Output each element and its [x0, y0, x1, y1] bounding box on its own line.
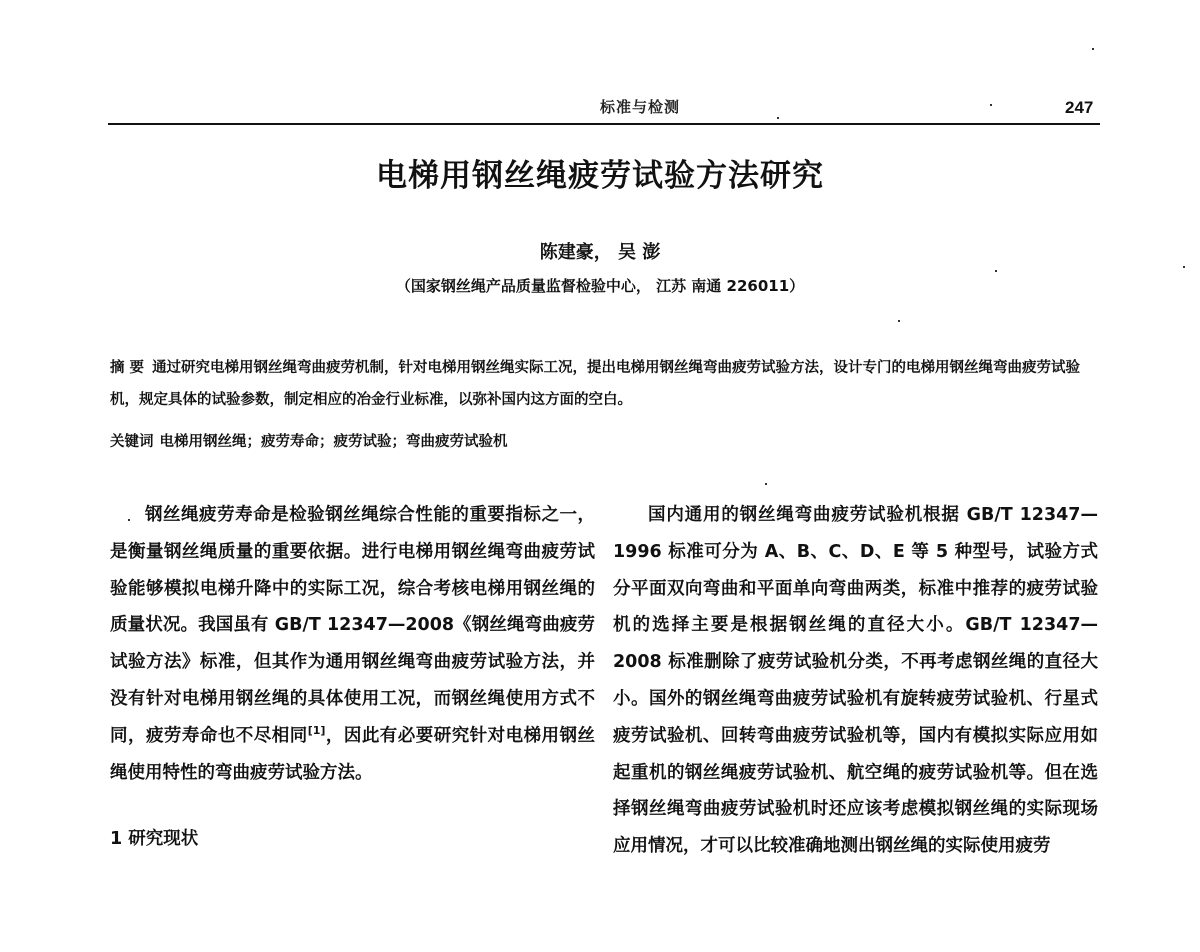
keywords — [110, 430, 1100, 451]
paper-title: 电梯用钢丝绳疲劳试验方法研究 — [376, 158, 824, 194]
section-heading: 1 研究现状 — [110, 829, 199, 849]
scan-speck — [995, 270, 997, 272]
intro-text-post-ref: ，因此有必要研究针对电梯用钢丝绳使用特性的弯曲疲劳试验方法。 — [110, 725, 596, 783]
page-number: 247 — [1065, 98, 1094, 117]
keywords-text: 电梯用钢丝绳；疲劳寿命；疲劳试验；弯曲疲劳试验机 — [159, 434, 508, 450]
intro-paragraph — [110, 497, 595, 791]
scan-speck — [1092, 48, 1094, 50]
running-header-section: 标准与检测 — [600, 98, 681, 116]
authors: 陈建豪， 吴 澎 — [539, 242, 661, 263]
header-rule — [108, 123, 1100, 125]
abstract-label: 摘 要 — [110, 360, 145, 376]
scan-speck — [1183, 266, 1185, 268]
scan-speck — [777, 117, 779, 119]
right-column — [613, 497, 1098, 865]
scan-speck — [898, 320, 900, 322]
right-paragraph: 国内通用的钢丝绳弯曲疲劳试验机根据 GB/T 12347—1996 标准可分为 A、B、C、D、E 等 5 种型号，试验方式分平面双向弯曲和平面单向弯曲两类，标准中推荐的疲劳试验机的选择主要是根据钢丝绳的直径大小。GB/T 12347—2008 标准删除了疲劳试验机分类，不再考虑钢丝绳的直径大小。国外的钢丝绳弯曲疲劳试验机有旋转疲劳试验机、行星式疲劳试验机、回转弯曲疲劳试验机等，国内有模拟实际应用如起重机的钢丝绳疲劳试验机、航空绳的疲劳试验机等。但在选择钢丝绳弯曲疲劳试验机时还应该考虑模拟钢丝绳的实际现场应用情况，才可以比较准确地测出钢丝绳的实际使用疲劳 — [613, 505, 1098, 857]
affiliation: （国家钢丝绳产品质量监督检验中心， 江苏 南通 226011） — [395, 277, 805, 295]
scan-speck — [990, 104, 992, 106]
scan-speck — [765, 483, 767, 485]
keywords-label: 关键词 — [110, 434, 154, 450]
scan-speck — [128, 519, 130, 521]
intro-text-pre-ref: 钢丝绳疲劳寿命是检验钢丝绳综合性能的重要指标之一，是衡量钢丝绳质量的重要依据。进行电梯用钢丝绳弯曲疲劳试验能够模拟电梯升降中的实际工况，综合考核电梯用钢丝绳的质量状况。我国虽有 GB/T 12347—2008《钢丝绳弯曲疲劳试验方法》标准，但其作为通用钢丝绳弯曲疲劳试验方法，并没有针对电梯用钢丝绳的具体使用工况，而钢丝绳使用方式不同，疲劳寿命也不尽相同 — [110, 505, 595, 746]
abstract — [110, 352, 1100, 416]
citation-ref: [1] — [307, 723, 326, 737]
abstract-text: 通过研究电梯用钢丝绳弯曲疲劳机制，针对电梯用钢丝绳实际工况，提出电梯用钢丝绳弯曲疲劳试验方法，设计专门的电梯用钢丝绳弯曲疲劳试验机，规定具体的试验参数，制定相应的冶金行业标准，以弥补国内这方面的空白。 — [110, 360, 1081, 408]
left-column — [110, 497, 595, 791]
